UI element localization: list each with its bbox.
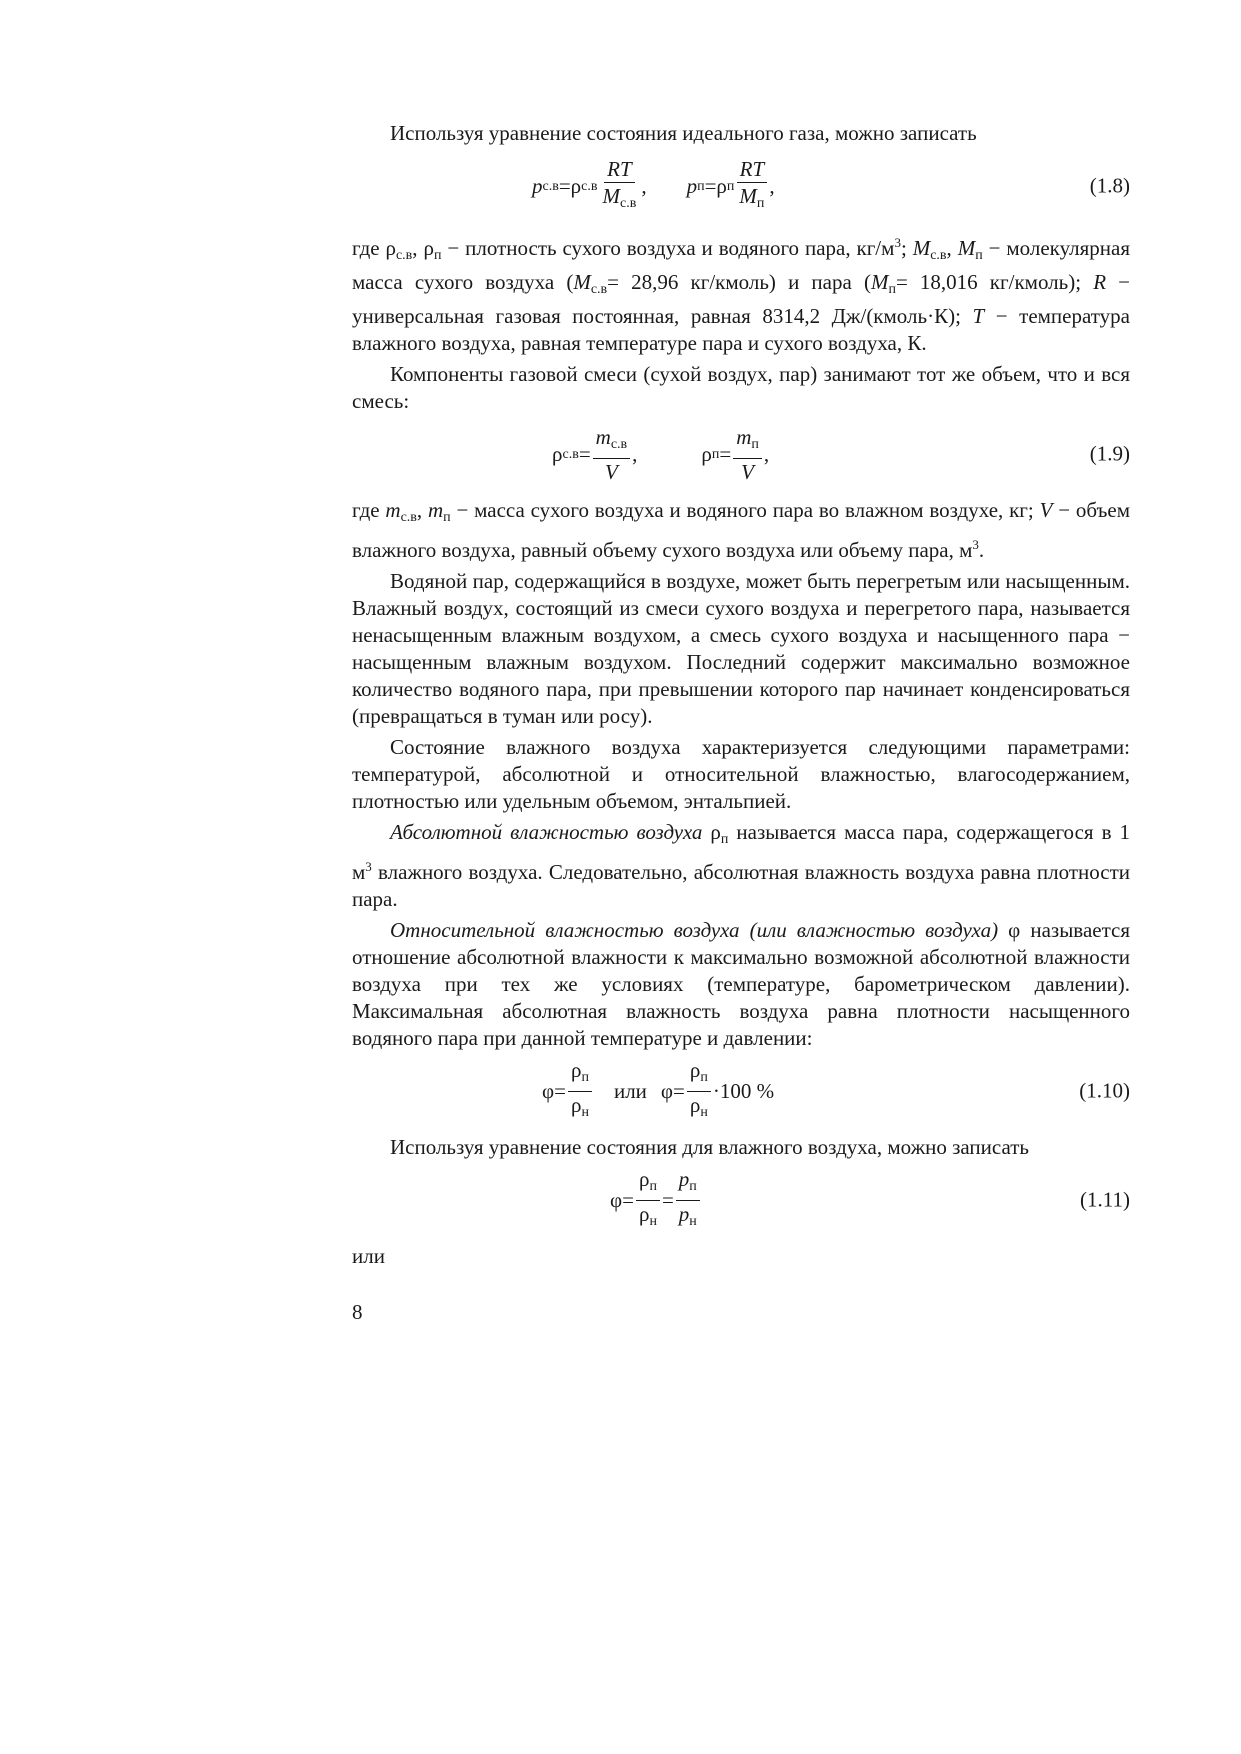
paragraph-1: Используя уравнение состояния идеального газа, можно записать [390, 121, 977, 145]
equation-1-8 [352, 153, 1130, 219]
paragraph-5: Водяной пар, содержащийся в воздухе, может быть перегретым или насыщенным. Влажный воздух, состоящий из смеси сухого воздуха и перегретого пара, называется ненасыщенным влажным воздухом, а смесь сухого воздуха и насыщенного пара − насыщенным влажным воздухом. Последний содержит максимально возможное количество водяного пара, при превышении которого пар начинает конденсироваться (превращаться в туман или росу). [352, 569, 1130, 728]
equation-1-10 [352, 1058, 1130, 1124]
equation-1-11 [352, 1167, 1130, 1233]
equation-1-9-body: ρ с.в = $\frac{m_{с.в}}{V}$ , ρ п = $\frac{m_п}{V}$ , [552, 424, 770, 484]
equation-number: (1.11) [1080, 1187, 1130, 1212]
equation-number: (1.10) [1079, 1078, 1130, 1103]
page-number: 8 [352, 1300, 363, 1324]
paragraph-2: где $\rho_{с.в}$, $\rho_п$ − плотность сухого воздуха и водяного пара, $кг/м^3$; $M_{с.в}$, $M_п$ − молекулярная масса сухого воздуха ($M_{с.в}= 28,96$ кг/кмоль) и пара ($M_п= 18,016$ кг/кмоль); R − универсальная газовая постоянная, равная 8314,2 Дж/(кмоль·К); T − температура влажного воздуха, равная температуре пара и сухого воздуха, К. [352, 235, 1131, 355]
paragraph-7: Абсолютной влажностью воздуха $\rho_п$ называется масса пара, содержащегося в 1 $м^3$ влажного воздуха. Следовательно, абсолютная влажность воздуха равна плотности пара. [352, 820, 1130, 911]
page-content [352, 120, 1130, 1274]
paragraph-10: или [352, 1244, 385, 1268]
paragraph-9: Используя уравнение состояния для влажного воздуха, можно записать [390, 1135, 1030, 1159]
paragraph-8: Относительной влажностью воздуха (или влажностью воздуха) φ называется отношение абсолютной влажности к максимально возможной абсолютной влажности воздуха при тех же условиях (температуре, барометрическом давлении). Максимальная абсолютная влажность воздуха равна плотности насыщенного водяного пара при данной температуре и давлении: [352, 918, 1130, 1050]
equation-1-9 [352, 421, 1130, 487]
equation-1-11-body: φ = $\frac{\rho_п}{\rho_н}$ = $\frac{p_п}{p_н}$ [610, 1167, 702, 1233]
paragraph-6: Состояние влажного воздуха характеризуется следующими параметрами: температурой, абсолютной и относительной влажностью, влагосодержанием, плотностью или удельным объемом, энтальпией. [352, 735, 1130, 813]
equation-number: (1.8) [1089, 173, 1130, 198]
equation-number: (1.9) [1089, 441, 1130, 466]
equation-1-10-body: φ = $\frac{\rho_п}{\rho_н}$ или φ = $\frac{\rho_п}{\rho_н}$ ·100 % [542, 1057, 775, 1120]
paragraph-4: где $m_{с.в}$, $m_п$ − масса сухого воздуха и водяного пара во влажном воздухе, кг; V − объем влажного воздуха, равный объему сухого воздуха или объему пара, $м^3$. [352, 498, 1131, 562]
equation-1-8-body: p с.в = ρ с.в $\frac{RT}{M_{с.в}}$ , p п = ρ п $\frac{RT}{M_п}$ , [532, 156, 775, 211]
paragraph-3: Компоненты газовой смеси (сухой воздух, пар) занимают тот же объем, что и вся смесь: [352, 362, 1130, 413]
